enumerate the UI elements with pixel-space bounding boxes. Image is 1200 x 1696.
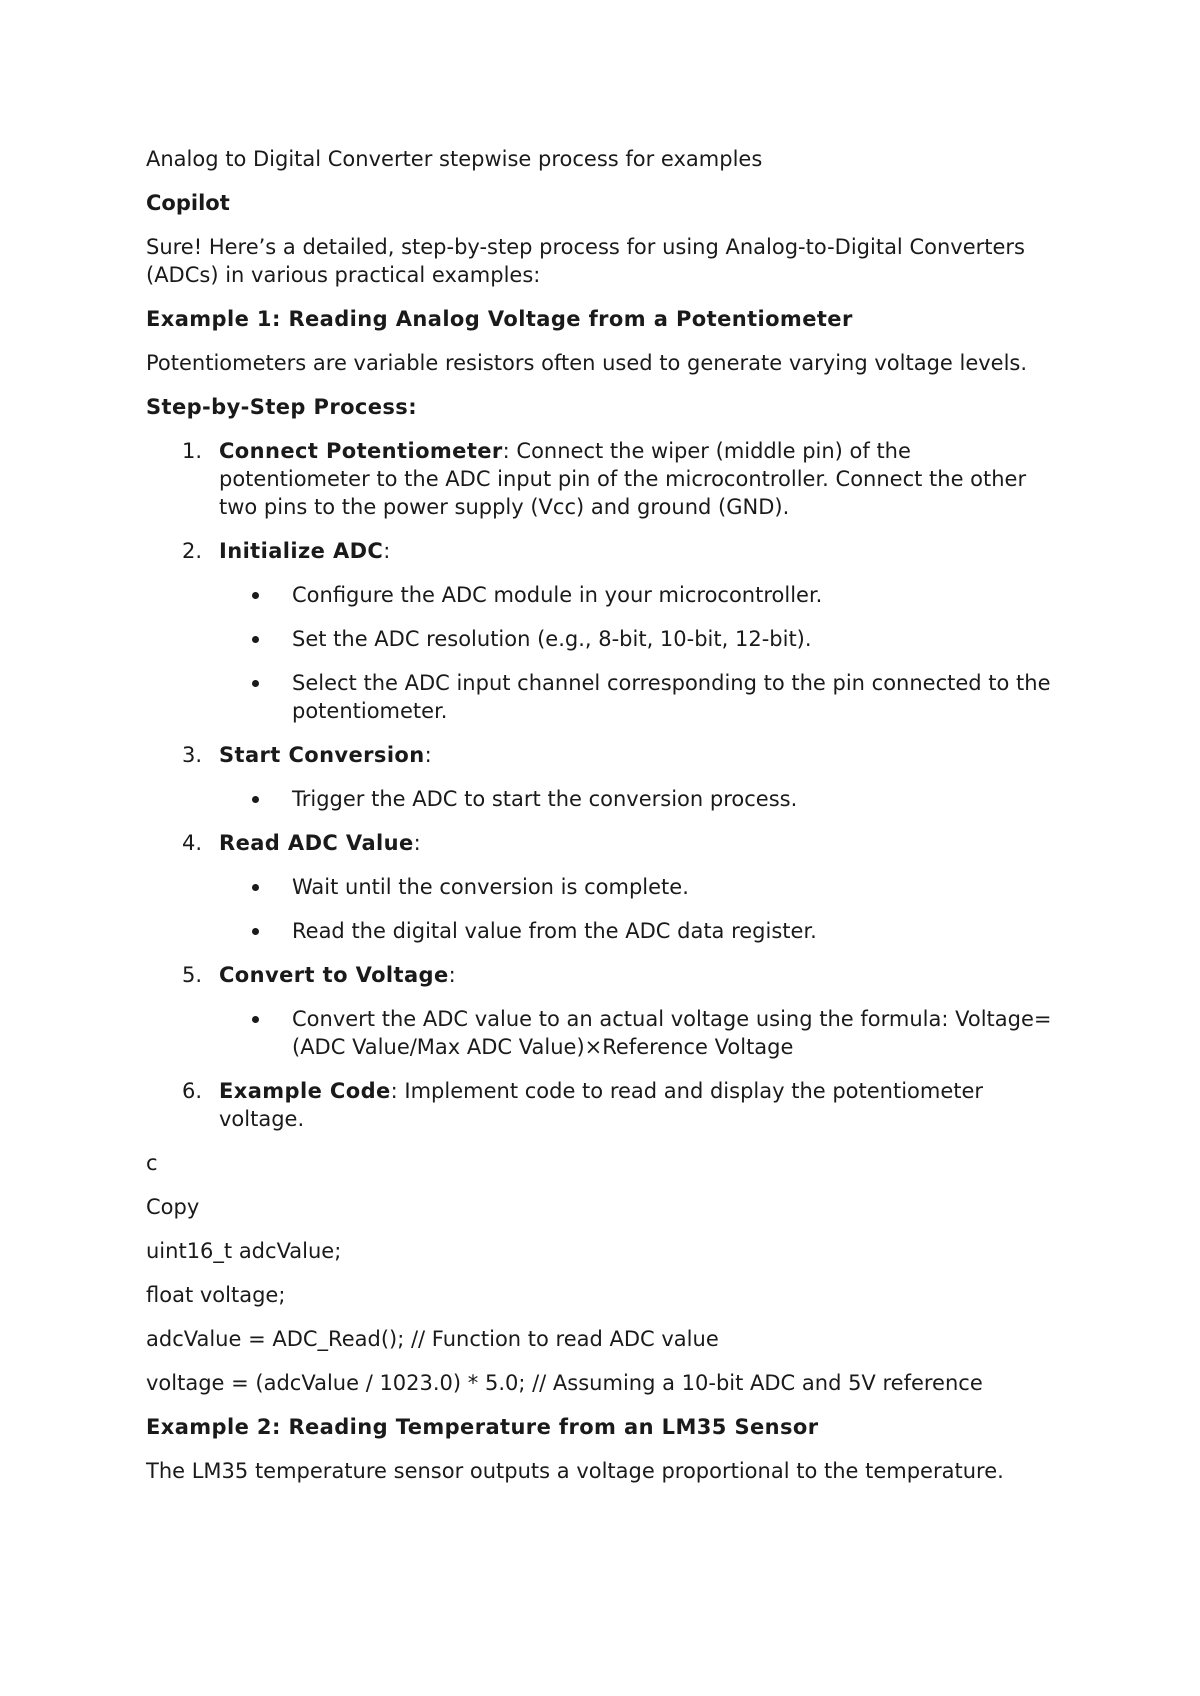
bullet-list (219, 1005, 1066, 1061)
step-text: : (424, 743, 432, 767)
step-text: : (383, 539, 391, 563)
bullet-item (219, 917, 1066, 945)
bullet-text: Read the digital value from the ADC data register. (292, 919, 817, 943)
bullet-item (219, 581, 1066, 609)
bullet-list (219, 785, 1066, 813)
bullet-item (219, 625, 1066, 653)
bullet-text: Set the ADC resolution (e.g., 8-bit, 10-bit, 12-bit). (292, 627, 812, 651)
bullet-icon (252, 592, 259, 599)
code-language-label: c (146, 1151, 158, 1175)
bullet-item (219, 1005, 1066, 1061)
bullet-text: Trigger the ADC to start the conversion process. (292, 787, 798, 811)
bullet-item (219, 785, 1066, 813)
step-text: : (413, 831, 421, 855)
bullet-icon (252, 928, 259, 935)
code-line: float voltage; (146, 1283, 286, 1307)
example2-description: The LM35 temperature sensor outputs a voltage proportional to the temperature. (146, 1459, 1004, 1483)
step-label: Read ADC Value (219, 831, 414, 855)
bullet-text: Select the ADC input channel corresponding to the pin connected to the potentiometer. (292, 671, 1051, 723)
step-text: : Connect the wiper (middle pin) of the potentiometer to the ADC input pin of the microcontroller. Connect the other two pins to the power supply (Vcc) and ground (GND). (219, 439, 1027, 519)
step-number: 1. (182, 439, 203, 463)
bullet-icon (252, 680, 259, 687)
step-item (146, 537, 1066, 725)
example1-heading: Example 1: Reading Analog Voltage from a Potentiometer (146, 307, 853, 331)
assistant-name: Copilot (146, 191, 230, 215)
step-number: 3. (182, 743, 203, 767)
bullet-icon (252, 1016, 259, 1023)
bullet-icon (252, 636, 259, 643)
example1-description: Potentiometers are variable resistors often used to generate varying voltage levels. (146, 351, 1028, 375)
bullet-list (219, 873, 1066, 945)
step-label: Example Code (219, 1079, 391, 1103)
bullet-item (219, 669, 1066, 725)
step-text: : (448, 963, 456, 987)
bullet-list (219, 581, 1066, 725)
step-label: Initialize ADC (219, 539, 384, 563)
bullet-text: Convert the ADC value to an actual voltage using the formula: Voltage=(ADC Value/Max ADC Value)×Reference Voltage (292, 1007, 1052, 1059)
process-heading: Step-by-Step Process: (146, 395, 418, 419)
step-label: Convert to Voltage (219, 963, 449, 987)
copy-button[interactable]: Copy (146, 1195, 200, 1219)
step-item (146, 437, 1066, 521)
step-item (146, 741, 1066, 813)
step-number: 5. (182, 963, 203, 987)
example2-heading: Example 2: Reading Temperature from an LM35 Sensor (146, 1415, 819, 1439)
step-item (146, 829, 1066, 945)
step-number: 2. (182, 539, 203, 563)
step-number: 4. (182, 831, 203, 855)
step-text: : Implement code to read and display the potentiometer voltage. (219, 1079, 984, 1131)
bullet-text: Configure the ADC module in your microcontroller. (292, 583, 823, 607)
code-line: uint16_t adcValue; (146, 1239, 342, 1263)
bullet-icon (252, 884, 259, 891)
bullet-text: Wait until the conversion is complete. (292, 875, 689, 899)
document-title: Analog to Digital Converter stepwise process for examples (146, 147, 763, 171)
step-item (146, 961, 1066, 1061)
step-label: Start Conversion (219, 743, 425, 767)
code-line: adcValue = ADC_Read(); // Function to read ADC value (146, 1327, 719, 1351)
code-line: voltage = (adcValue / 1023.0) * 5.0; // Assuming a 10-bit ADC and 5V reference (146, 1371, 983, 1395)
document-page (146, 145, 1066, 1501)
step-item (146, 1077, 1066, 1133)
step-number: 6. (182, 1079, 203, 1103)
bullet-icon (252, 796, 259, 803)
step-label: Connect Potentiometer (219, 439, 503, 463)
steps-list (146, 437, 1066, 1133)
bullet-item (219, 873, 1066, 901)
intro-paragraph: Sure! Here’s a detailed, step-by-step process for using Analog-to-Digital Converters (ADCs) in various practical examples: (146, 235, 1025, 287)
